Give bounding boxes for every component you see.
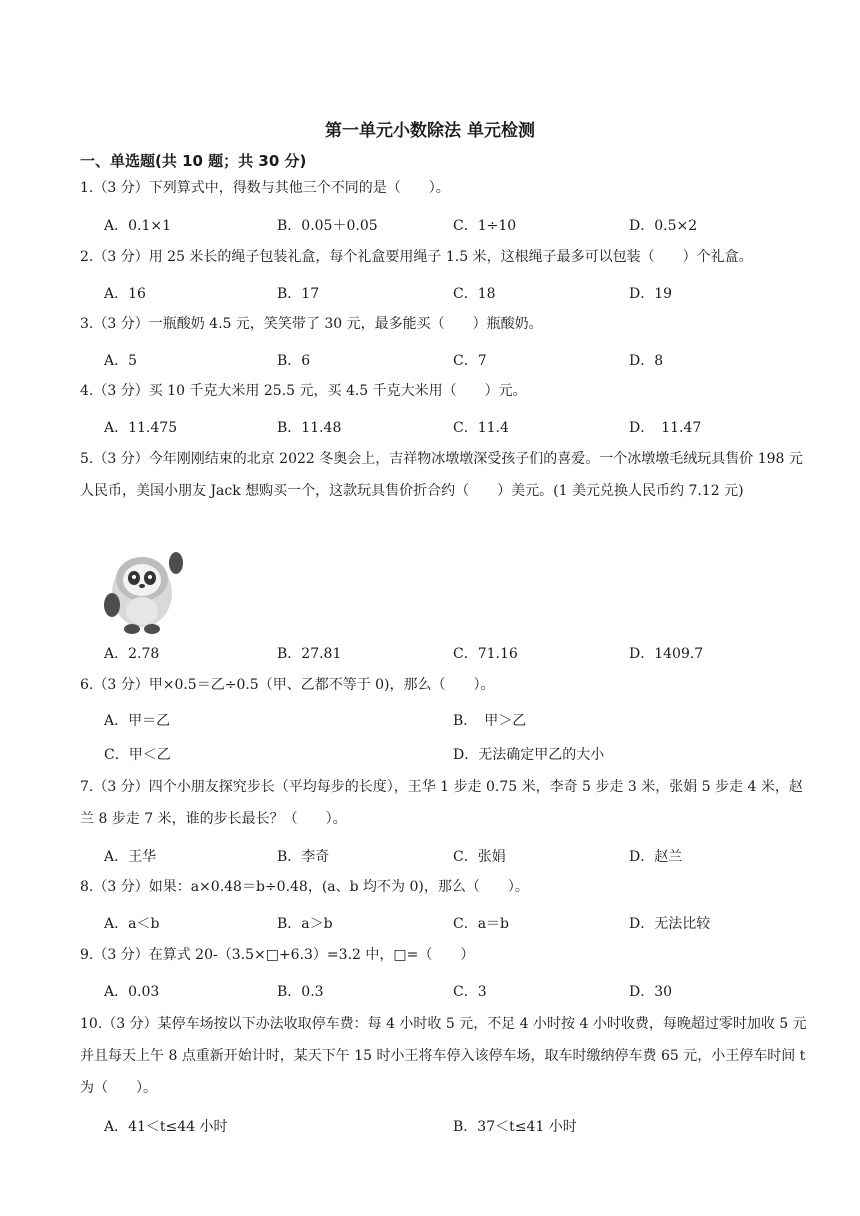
- q7-option-c[interactable]: C．张娟: [453, 849, 506, 865]
- bing-dwen-dwen-mascot-image: [100, 545, 186, 635]
- q5-option-a[interactable]: A．2.78: [104, 646, 160, 662]
- q2-option-d[interactable]: D．19: [629, 286, 673, 302]
- q9-option-c[interactable]: C．3: [453, 984, 487, 1000]
- q6-option-a[interactable]: A．甲＝乙: [104, 713, 171, 729]
- q4-option-c[interactable]: C．11.4: [453, 420, 509, 436]
- q1-option-b[interactable]: B．0.05＋0.05: [277, 218, 378, 234]
- question-3-stem: 3.（3 分）一瓶酸奶 4.5 元，笑笑带了 30 元，最多能买（ ）瓶酸奶。: [80, 316, 543, 332]
- q8-option-d[interactable]: D．无法比较: [629, 916, 711, 932]
- question-9-stem: 9.（3 分）在算式 20-（3.5×□+6.3）=3.2 中，□=（ ）: [80, 947, 475, 963]
- page-title: 第一单元小数除法 单元检测: [325, 121, 535, 141]
- q6-option-c[interactable]: C．甲＜乙: [104, 747, 171, 763]
- q2-option-c[interactable]: C．18: [453, 286, 496, 302]
- q7-option-b[interactable]: B．李奇: [277, 849, 330, 865]
- q9-option-d[interactable]: D．30: [629, 984, 673, 1000]
- q9-option-b[interactable]: B．0.3: [277, 984, 324, 1000]
- q2-option-a[interactable]: A．16: [104, 286, 146, 302]
- q4-option-d[interactable]: D． 11.47: [629, 420, 702, 436]
- q6-option-b[interactable]: B． 甲＞乙: [453, 713, 527, 729]
- q6-option-d[interactable]: D．无法确定甲乙的大小: [453, 747, 605, 763]
- question-6-stem: 6.（3 分）甲×0.5＝乙÷0.5（甲、乙都不等于 0)，那么（ ）。: [80, 677, 495, 693]
- question-7-stem: 7.（3 分）四个小朋友探究步长（平均每步的长度），王华 1 步走 0.75 米，李奇 5 步走 3 米，张娟 5 步走 4 米，赵兰 8 步走 7 米，谁的步长最长？（ ）。: [80, 779, 803, 827]
- q8-option-a[interactable]: A．a＜b: [104, 916, 160, 932]
- q8-option-b[interactable]: B．a＞b: [277, 916, 333, 932]
- q10-option-a[interactable]: A．41＜t≤44 小时: [104, 1119, 228, 1135]
- section-heading: 一、单选题(共 10 题；共 30 分): [80, 152, 307, 170]
- q4-option-b[interactable]: B．11.48: [277, 420, 342, 436]
- q5-option-d[interactable]: D．1409.7: [629, 646, 704, 662]
- q1-option-d[interactable]: D．0.5×2: [629, 218, 698, 234]
- q1-option-c[interactable]: C．1÷10: [453, 218, 517, 234]
- q3-option-c[interactable]: C．7: [453, 353, 487, 369]
- q9-option-a[interactable]: A．0.03: [104, 984, 160, 1000]
- question-4-stem: 4.（3 分）买 10 千克大米用 25.5 元，买 4.5 千克大米用（ ）元。: [80, 383, 527, 399]
- q7-option-a[interactable]: A．王华: [104, 849, 157, 865]
- q7-option-d[interactable]: D．赵兰: [629, 849, 683, 865]
- question-8-stem: 8.（3 分）如果：a×0.48＝b÷0.48，(a、b 均不为 0)，那么（ ）。: [80, 879, 529, 895]
- question-5-stem: 5.（3 分）今年刚刚结束的北京 2022 冬奥会上，吉祥物冰墩墩深受孩子们的喜爱。一个冰墩墩毛绒玩具售价 198 元人民币，美国小朋友 Jack 想购买一个，这款玩具售价折合约（ ）美元。(1 美元兑换人民币约 7.12 元): [80, 451, 803, 499]
- q1-option-a[interactable]: A．0.1×1: [104, 218, 172, 234]
- q3-option-d[interactable]: D．8: [629, 353, 664, 369]
- q2-option-b[interactable]: B．17: [277, 286, 320, 302]
- q3-option-a[interactable]: A．5: [104, 353, 138, 369]
- q4-option-a[interactable]: A．11.475: [104, 420, 178, 436]
- q5-option-b[interactable]: B．27.81: [277, 646, 342, 662]
- question-10-stem: 10.（3 分）某停车场按以下办法收取停车费：每 4 小时收 5 元，不足 4 小时按 4 小时收费，每晚超过零时加收 5 元并且每天上午 8 点重新开始计时，某天下午 15 时小王将车停入该停车场，取车时缴纳停车费 65 元，小王停车时间 t 为（ ）。: [80, 1016, 807, 1096]
- q10-option-b[interactable]: B．37＜t≤41 小时: [453, 1119, 577, 1135]
- q3-option-b[interactable]: B．6: [277, 353, 311, 369]
- question-2-stem: 2.（3 分）用 25 米长的绳子包装礼盒，每个礼盒要用绳子 1.5 米，这根绳子最多可以包装（ ）个礼盒。: [80, 249, 753, 265]
- q8-option-c[interactable]: C．a＝b: [453, 916, 510, 932]
- q5-option-c[interactable]: C．71.16: [453, 646, 518, 662]
- question-1-stem: 1.（3 分）下列算式中，得数与其他三个不同的是（ ）。: [80, 180, 450, 196]
